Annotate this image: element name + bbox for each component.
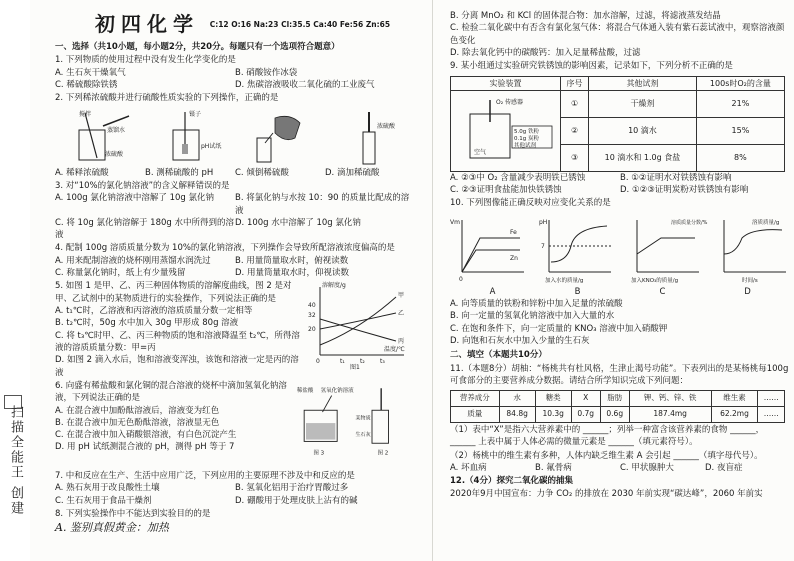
table-header: 水 — [499, 391, 535, 407]
table-header: 钾、钙、锌、铁 — [629, 391, 711, 407]
option: D. 如图 2 滴入水后，饱和溶液变浑浊，该饱和溶液一定是丙的溶液 — [55, 355, 299, 378]
left-column — [55, 10, 415, 555]
option: B. 测稀硫酸的 pH — [145, 167, 214, 178]
table-header: 营养成分 — [451, 391, 500, 407]
apparatus-cell — [451, 91, 561, 172]
option: D. 焦碳溶液吸收二氧化硫的工业废气 — [235, 79, 375, 90]
option: D. 向饱和石灰水中加入少量的生石灰 — [450, 335, 590, 346]
question-7-options — [55, 482, 415, 507]
table-header: …… — [758, 391, 785, 407]
table-cell: 10.3g — [535, 407, 571, 423]
table-cell: 0.6g — [600, 407, 629, 423]
question-3: 3. 对“10%的氯化钠溶液”的含义解释错误的是 — [55, 180, 230, 191]
graph-xlabel: 0 — [459, 275, 463, 283]
section-2-heading: 二、填空（本题共10分） — [450, 350, 547, 361]
figure-pour-acid — [245, 108, 315, 166]
graph-c — [625, 214, 708, 286]
scanner-watermark-strip — [0, 0, 30, 561]
option: B. 向一定量的氢氧化钠溶液中加入大量的水 — [450, 311, 615, 322]
question-10-letters — [450, 286, 790, 298]
question-8: 8. 下列实验操作中不能达到实验目的的是 — [55, 508, 211, 519]
table-header: 其他试剂 — [589, 76, 697, 91]
table-cell: 0.7g — [571, 407, 600, 423]
option: B. 氢氧化铝用于治疗胃酸过多 — [235, 483, 349, 494]
table-cell: 15% — [696, 118, 784, 145]
question-2: 2. 下列稀浓硫酸并进行硫酸性质实验的下列操作，正确的是 — [55, 93, 279, 104]
option: C. 甲状腺肿大 — [620, 462, 674, 473]
fig-label: 空气 — [473, 149, 486, 157]
question-4: 4. 配制 100g 溶质质量分数为 10%的氯化钠溶液，下列操作会导致所配溶液浓度偏高的是 — [55, 243, 395, 254]
option: B. 在混合液中加无色酚酞溶液，溶液显无色 — [55, 417, 220, 428]
option: D. 用量筒量取水时，仰视读数 — [235, 268, 349, 279]
graph-b — [537, 214, 615, 286]
question-6: 6. 向盛有稀盐酸和氯化铜的混合溶液的烧杯中滴加氢氧化钠溶液，下列说法正确的是 — [55, 380, 287, 404]
graph-letter: C — [659, 286, 666, 297]
fig-label: 蒸馏水 — [107, 126, 126, 134]
option: D. 夜盲症 — [705, 462, 743, 473]
exam-title: 初四化学 — [95, 12, 199, 36]
table-row — [451, 391, 785, 407]
figure-ph-test — [155, 108, 225, 166]
question-1: 1. 下列物质的使用过程中没有发生化学变化的是 — [55, 55, 236, 66]
graph-series-label: Fe — [510, 228, 517, 236]
table-header: 糖类 — [535, 391, 571, 407]
table-cell: ① — [561, 91, 589, 118]
fig-label: 氢氧化钠溶液 — [320, 387, 354, 394]
graph-xlabel: 时间/s — [741, 277, 758, 284]
question-2-options — [55, 167, 415, 179]
table-header: 脂肪 — [600, 391, 629, 407]
fig-label: 镊子 — [189, 110, 202, 118]
scanner-watermark-text: 扫描全能王 创建 — [8, 405, 23, 517]
option: D. 滴加稀硫酸 — [325, 167, 380, 178]
option: D. ①②③证明炭粉对铁锈蚀有影响 — [620, 185, 749, 196]
graph-ylabel: 溶质质量分数/% — [670, 219, 708, 226]
question-10-graphs — [450, 214, 790, 286]
option: A. 熟石灰用于改良酸性土壤 — [55, 483, 160, 494]
question-3-options — [55, 192, 415, 241]
exam-header — [55, 10, 415, 39]
question-11-options — [450, 462, 790, 474]
table-cell: …… — [758, 407, 785, 423]
table-header: 实验装置 — [451, 76, 561, 91]
table-cell: ③ — [561, 144, 589, 171]
option: B. ①②证明水对铁锈蚀有影响 — [620, 172, 732, 183]
option: C. 将 t₃℃时甲、乙、丙三种物质的饱和溶液降温至 t₂℃，所得溶液的溶质质量分数：甲=丙 — [55, 330, 300, 353]
graph-tick: 7 — [541, 242, 546, 250]
chart-xtick: t₃ — [380, 358, 385, 366]
option: B. t₂℃时，50g 水中加入 30g 甲形成 80g 溶液 — [55, 318, 239, 329]
fig-label: 图 2 — [377, 450, 389, 457]
graph-ylabel: pH — [539, 218, 548, 226]
table-cell: 质量 — [451, 407, 500, 423]
graph-letter: A — [489, 286, 496, 297]
table-header: X — [571, 391, 600, 407]
question-12: 12.（4分）探究二氧化碳的捕集 — [450, 476, 573, 487]
chart-ytick: 32 — [308, 312, 316, 320]
graph-xlabel: 加入水的质量/g — [545, 277, 584, 284]
option: C. 称量氯化钠时，纸上有少量残留 — [55, 268, 186, 279]
table-cell: 10 滴水 — [589, 118, 697, 145]
chart-fig-label: 图1 — [350, 364, 360, 372]
fig-label: 浓硫酸 — [377, 122, 396, 130]
question-12-text: 2020年9月中国宣布：力争 CO₂ 的排放在 2030 年前实现“碳达峰”，2060 年前实 — [450, 488, 763, 499]
question-7: 7. 中和反应在生产、生活中应用广泛，下列应用的主要原理不涉及中和反应的是 — [55, 470, 355, 481]
option: B. 硝酸铵作冰袋 — [235, 67, 298, 78]
fig-label: 浓硫酸 — [105, 150, 124, 158]
option: A. 100g 氯化钠溶液中溶解了 10g 氯化钠 — [55, 193, 215, 204]
right-column — [450, 10, 790, 555]
fig-label: 5.0g 铁粉 — [513, 129, 539, 136]
option: C. 倾倒稀硫酸 — [235, 167, 289, 178]
graph-ylabel: 溶质质量/g — [751, 219, 780, 226]
table-cell: ② — [561, 118, 589, 145]
option: B. 分离 MnO₂ 和 KCl 的固体混合物：加水溶解，过滤，将滤液蒸发结晶 — [450, 11, 721, 21]
question-1-options — [55, 67, 415, 92]
option: C. 稀硫酸除铁锈 — [55, 79, 118, 90]
option: C. 生石灰用于食品干燥剂 — [55, 495, 152, 506]
table-cell: 62.2mg — [711, 407, 758, 423]
option: A. 在混合液中加酚酞溶液后，溶液变为红色 — [55, 405, 220, 416]
option: C. 在饱和条件下，向一定质量的 KNO₃ 溶液中加入硝酸钾 — [450, 323, 668, 334]
table-header: 100s时O₂的含量 — [696, 76, 784, 91]
option: A. t₁℃时，乙溶液和丙溶液的溶质质量分数一定相等 — [55, 306, 253, 316]
chart-series-label: 甲 — [398, 292, 405, 300]
option: A. 稀释浓硫酸 — [55, 167, 109, 178]
option: A. 用来配制溶液的烧杯刚用蒸馏水润洗过 — [55, 255, 211, 266]
chart-series-label: 丙 — [398, 338, 405, 346]
option: A. ②③中 O₂ 含量减少表明铁已锈蚀 — [450, 172, 586, 183]
fig-label: 搅拌 — [79, 110, 92, 118]
question-11-part-1b: ______ 上表中属于人体必需的微量元素是 ______（填元素符号）。 — [450, 437, 698, 448]
graph-d — [712, 214, 790, 286]
table-header: 维生素 — [711, 391, 758, 407]
graph-letter: B — [574, 286, 581, 297]
graph-series-label: Zn — [510, 254, 518, 262]
table-cell: 干燥剂 — [589, 91, 697, 118]
question-9: 9. 某小组通过实验研究铁锈蚀的影响因素，记录如下，下列分析不正确的是 — [450, 61, 733, 72]
option: C. 将 10g 氯化钠溶解于 180g 水中所得到的溶液 — [55, 217, 234, 241]
chart-xlabel: 温度/℃ — [384, 346, 405, 354]
option: A. 坏血病 — [450, 462, 487, 473]
question-11-part-1: （1）表中“X”是指六大营养素中的 ______；列举一种富含该营养素的食物 ______， — [450, 424, 765, 435]
table-row — [451, 91, 785, 118]
table-cell: 187.4mg — [629, 407, 711, 423]
option: B. 将氯化钠与水按 10：90 的质量比配成的溶液 — [235, 193, 410, 216]
option: D. 除去氧化钙中的碳酸钙：加入足量稀盐酸，过滤 — [450, 47, 641, 58]
graph-ylabel: Vm — [450, 218, 460, 226]
option: C. ②③证明食盐能加快铁锈蚀 — [450, 185, 562, 196]
option: A. 生石灰干燥氧气 — [55, 67, 126, 78]
page-fold-line — [432, 0, 433, 561]
chart-xtick: t₂ — [360, 358, 365, 366]
option: D. 100g 水中溶解了 10g 氯化钠 — [235, 217, 361, 228]
chart-xtick: 0 — [316, 358, 320, 366]
fig-label: 0.1g 炭粉 — [513, 136, 539, 143]
table-cell: 84.8g — [499, 407, 535, 423]
table-cell: 10 滴水和 1.0g 食盐 — [589, 144, 697, 171]
table-header: 序号 — [561, 76, 589, 91]
fig-label: 某物质 — [355, 415, 371, 422]
option: B. 氟骨病 — [535, 462, 572, 473]
question-5: 5. 如图 1 是甲、乙、丙三种固体物质的溶解度曲线，图 2 是对甲、乙试剂中的某物质进行的实验操作，下列说法正确的是 — [55, 281, 292, 304]
solubility-curve-figure — [300, 279, 410, 372]
option: C. 检验二氧化碳中有否含有氯化氢气体：将混合气体通入装有紫石蕊试液中，观察溶液颜色变化 — [450, 23, 785, 46]
option: C. 在混合液中加入硝酸银溶液，有白色沉淀产生 — [55, 430, 237, 441]
question-11: 11.（本题8分）胡柚：“杨桃共有杜风格，生津止渴号功能”。下表列出的是某杨桃每100g可食部分的主要营养成分数据。请结合所学知识完成下列问题： — [450, 363, 789, 386]
apparatus-figure — [456, 92, 556, 166]
question-6-figures — [295, 379, 405, 469]
question-5-block — [55, 279, 415, 379]
option: A. 向等质量的铁粉和锌粉中加入足量的浓硫酸 — [450, 299, 623, 309]
table-cell: 21% — [696, 91, 784, 118]
question-11-part-2: （2）杨桃中的维生素有多种，人体内缺乏维生素 A 会引起 ______（填字母代号）。 — [450, 450, 763, 461]
chart-ytick: 20 — [308, 326, 316, 334]
figure-drip-acid — [335, 108, 405, 166]
figure-dilute-acid — [65, 108, 135, 166]
option: B. 用量筒量取水时，俯视读数 — [235, 255, 349, 266]
option: D. 硼酸用于处理皮肤上沾有的碱 — [235, 495, 358, 506]
section-1-heading: 一、选择（共10小题，每小题2分，共20分。每题只有一个选项符合题意） — [55, 42, 340, 52]
graph-letter: D — [744, 286, 751, 297]
table-row — [451, 407, 785, 423]
chart-series-label: 乙 — [398, 310, 405, 318]
option: D. 用 pH 试纸测混合液的 pH，测得 pH 等于 7 — [55, 442, 235, 453]
question-6-block — [55, 379, 415, 469]
fig-label: 其他试剂 — [513, 143, 536, 150]
table-cell: 8% — [696, 144, 784, 171]
graph-xlabel: 加入KNO₃的质量/g — [630, 277, 678, 284]
handwritten-answer: A. 鉴别真假黄金：加热 — [55, 521, 169, 535]
fig-label: 生石灰 — [355, 431, 371, 438]
atomic-masses: C:12 O:16 Na:23 Cl:35.5 Ca:40 Fe:56 Zn:65 — [209, 20, 391, 29]
nutrition-table — [450, 390, 785, 423]
question-10: 10. 下列图像能正确反映对应变化关系的是 — [450, 198, 611, 209]
fig-label: 稀盐酸 — [296, 387, 314, 394]
graph-a — [450, 214, 528, 286]
fig-label: 图 3 — [313, 450, 325, 457]
iron-rust-table — [450, 76, 785, 172]
question-2-figures — [55, 108, 415, 166]
fig-label: pH试纸 — [201, 142, 222, 150]
chart-ylabel: 溶解度/g — [322, 282, 346, 290]
chart-ytick: 40 — [308, 302, 316, 310]
question-4-options — [55, 255, 415, 280]
question-9-options — [450, 172, 790, 197]
chart-xtick: t₁ — [340, 358, 345, 366]
fig-label: O₂ 传感器 — [495, 99, 523, 107]
